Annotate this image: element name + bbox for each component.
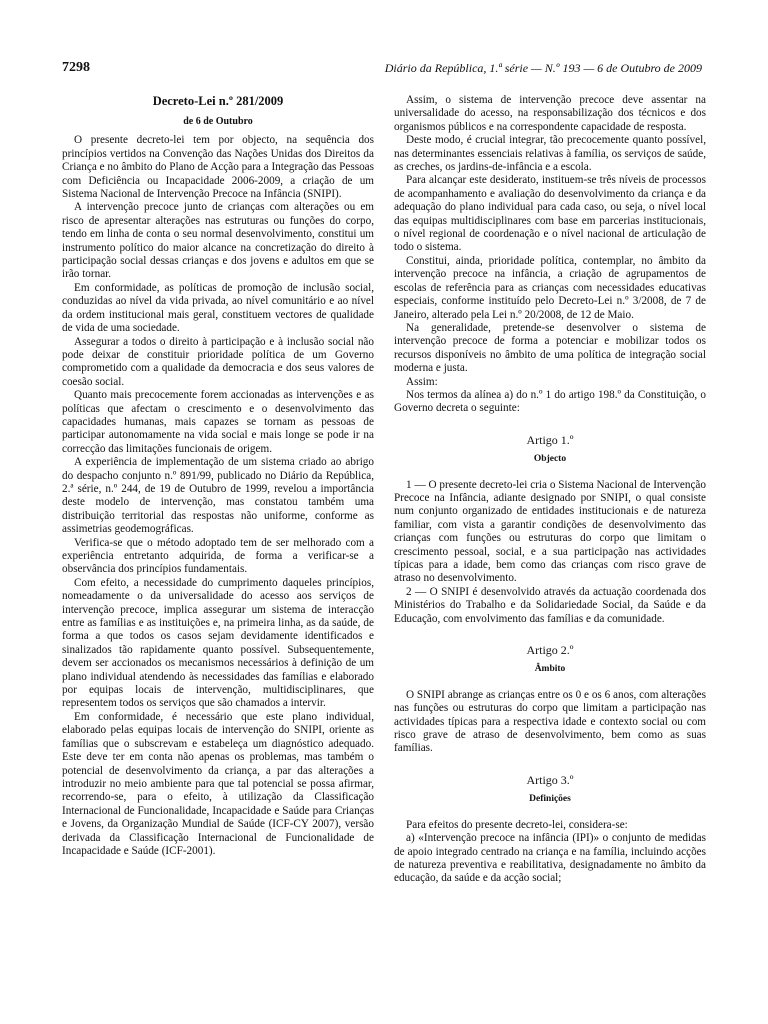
paragraph: Quanto mais precocemente forem accionadas as intervenções e as políticas que afectam o crescimento e o desenvolvimento das capacidades humanas, mais capazes se tornam as pessoas de participar autonomamente na vida social e mais longe se pode ir na correcção das limitações funcionais de origem. [62,389,374,455]
paragraph: Deste modo, é crucial integrar, tão precocemente quanto possível, nas determinantes essenciais relativas à família, os serviços de saúde, as creches, os jardins-de-infância e a escola. [394,134,706,174]
paragraph: Para alcançar este desiderato, instituem-se três níveis de processos de acompanhamento e avaliação do desenvolvimento da criança e da adequação do plano individual para cada caso, ou seja, o nível local das equipas multidisciplinares com base em parcerias institucionais, o nível regional de coordenação e o nível nacional de articulação de todo o sistema. [394,174,706,254]
paragraph: A experiência de implementação de um sistema criado ao abrigo do despacho conjunto n.º 891/99, publicado no Diário da República, 2.ª série, n.º 244, de 19 de Outubro de 1999, revelou a importância deste modelo de intervenção, mas constatou também uma distribuição territorial das respostas não uniforme, conforme as assimetrias geodemográficas. [62,456,374,536]
paragraph: Na generalidade, pretende-se desenvolver o sistema de intervenção precoce de forma a potenciar e mobilizar todos os recursos disponíveis no âmbito de uma política de integração social moderna e justa. [394,321,706,375]
page-header [62,60,702,80]
paragraph: 2 — O SNIPI é desenvolvido através da actuação coordenada dos Ministérios do Trabalho e da Solidariedade Social, da Saúde e da Educação, com envolvimento das famílias e da comunidade. [394,585,706,625]
decree-title: Decreto-Lei n.º 281/2009 [152,94,284,108]
article-2-title: Artigo 2.º [526,643,574,658]
article-3-subtitle: Definições [529,794,571,805]
article-3-title: Artigo 3.º [526,772,574,787]
paragraph: Assim: [406,375,438,388]
paragraph: Assegurar a todos o direito à participação e à inclusão social não pode deixar de constituir prioridade política de um Governo comprometido com a qualidade da democracia e dos seus valores de coesão social. [62,335,374,388]
paragraph: Para efeitos do presente decreto-lei, considera-se: [406,818,628,831]
paragraph: Verifica-se que o método adoptado tem de ser melhorado com a experiência entretanto adquirida, de forma a verificar-se a observância dos princípios fundamentais. [62,536,374,576]
right-column [394,94,706,886]
paragraph: a) «Intervenção precoce na infância (IPI)» o conjunto de medidas de apoio integrado centrado na criança e na família, incluindo acções de natureza preventiva e reabilitativa, designadamente no âmbito da educação, da saúde e da acção social; [394,832,706,885]
paragraph: Em conformidade, as políticas de promoção de inclusão social, conduzidas ao nível da vida privada, ao nível comunitário e ao nível da ordem institucional mais geral, constituem vectores de qualidade de vida de uma sociedade. [62,281,374,335]
paragraph: A intervenção precoce junto de crianças com alterações ou em risco de apresentar alterações nas estruturas ou funções do corpo, tendo em linha de conta o seu normal desenvolvimento, constitui um instrumento político do maior alcance na concretização do direito à participação social dessas crianças e dos jovens e adultos em que se irão tornar. [62,201,374,281]
article-2-subtitle: Âmbito [534,664,566,675]
paragraph: Em conformidade, é necessário que este plano individual, elaborado pelas equipas locais de intervenção do SNIPI, oriente as famílias que o subscrevam e estabeleça um diagnóstico adequado. Este deve ter em conta não apenas os problemas, mas também o potencial de desenvolvimento da criança, a par das alterações a introduzir no meio ambiente para que tal potencial se possa afirmar, recorrendo-se, para o efeito, à utilização da Classificação Internacional de Funcionalidade, Incapacidade e Saúde para Crianças e Jovens, da Organização Mundial de Saúde (ICF-CY 2007), versão derivada da Classificação Internacional de Funcionalidade de Incapacidade e Saúde (ICF-2001). [62,710,374,857]
decree-date: de 6 de Outubro [183,116,253,127]
paragraph: Com efeito, a necessidade do cumprimento daqueles princípios, nomeadamente o da universalidade do acesso aos serviços de intervenção precoce, implica assegurar um sistema de interacção entre as famílias e as instituições e, na primeira linha, as da saúde, de forma a que todos os casos sejam devidamente identificados e sinalizados tão rapidamente quanto possível. Subsequentemente, devem ser accionados os mecanismos necessários à definição de um plano individual atendendo às necessidades das famílias e elaborado por equipas locais de intervenção, multidisciplinares, que representem todos os serviços que são chamados a intervir. [62,576,374,710]
article-1-title: Artigo 1.º [526,432,574,447]
paragraph: Constitui, ainda, prioridade política, contemplar, no âmbito da intervenção precoce na infância, a criação de agrupamentos de escolas de referência para as crianças com necessidades educativas especiais, conforme instituído pelo Decreto-Lei n.º 3/2008, de 7 de Janeiro, alterado pela Lei n.º 20/2008, de 12 de Maio. [394,254,706,321]
paragraph: O SNIPI abrange as crianças entre os 0 e os 6 anos, com alterações nas funções ou estruturas do corpo que limitam a participação nas actividades típicas para a respectiva idade e contexto social ou com risco grave de atraso de desenvolvimento, bem como as suas famílias. [394,688,706,755]
article-1-subtitle: Objecto [533,454,567,465]
paragraph: Assim, o sistema de intervenção precoce deve assentar na universalidade do acesso, na responsabilização dos técnicos e dos organismos públicos e na correspondente capacidade de resposta. [394,94,706,133]
page-number: 7298 [62,60,90,75]
left-column [62,94,374,858]
paragraph: O presente decreto-lei tem por objecto, na sequência dos princípios vertidos na Convenção das Nações Unidas dos Direitos da Criança e no âmbito do Plano de Acção para a Integração das Pessoas com Deficiência ou Incapacidade 2006-2009, a criação de um Sistema Nacional de Intervenção Precoce na Infância (SNIPI). [62,134,374,201]
paragraph: 1 — O presente decreto-lei cria o Sistema Nacional de Intervenção Precoce na Infância, adiante designado por SNIPI, o qual consiste num conjunto organizado de entidades institucionais e de natureza familiar, com vista a garantir condições de desenvolvimento das crianças com funções ou estruturas do corpo que limitam o crescimento pessoal, social, e a sua participação nas actividades típicas para a idade, bem como das crianças com risco grave de atraso no desenvolvimento. [394,478,706,585]
paragraph: Nos termos da alínea a) do n.º 1 do artigo 198.º da Constituição, o Governo decreta o seguinte: [394,388,706,415]
journal-title: Diário da República, 1.ª série — N.º 193 — 6 de Outubro de 2009 [384,61,702,75]
